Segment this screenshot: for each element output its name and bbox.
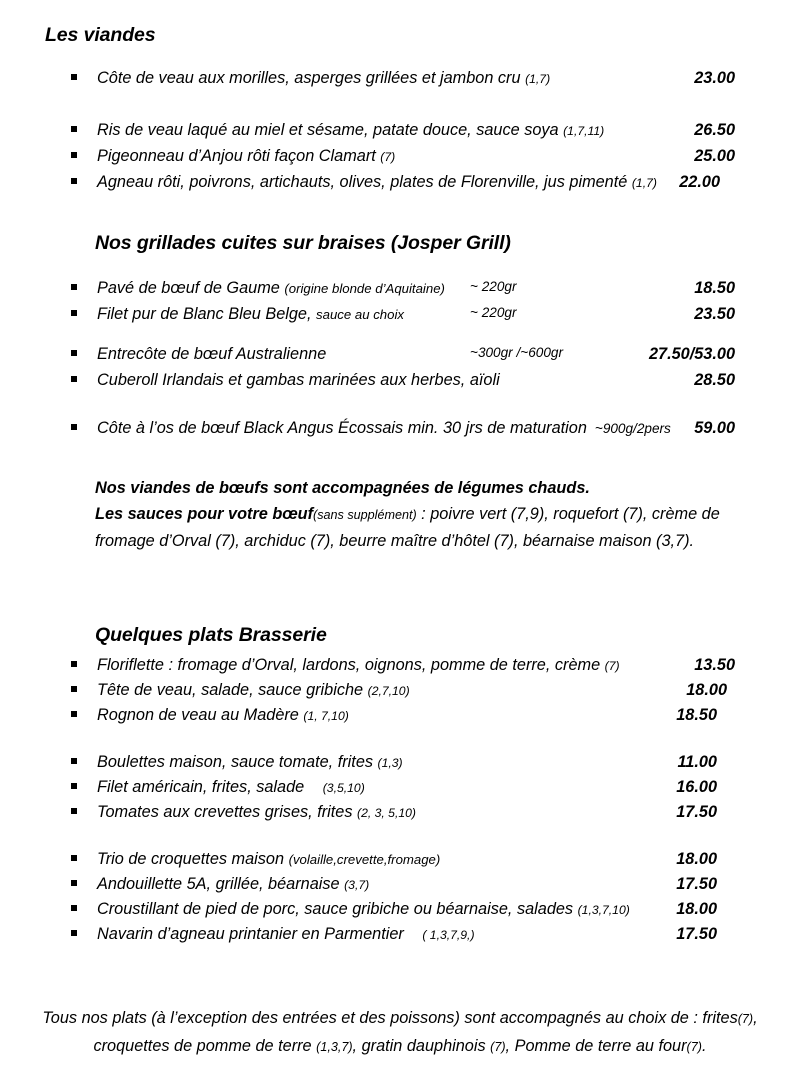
menu-item-price: 11.00 <box>677 753 717 772</box>
allergen-codes: (1,3) <box>377 756 403 771</box>
beef-note-sauces-label: Les sauces pour votre bœuf <box>95 505 314 524</box>
menu-item-label <box>97 419 587 438</box>
footer-line2-allergen-b: (7) <box>490 1040 506 1055</box>
menu-item-label <box>97 345 477 364</box>
menu-item-detail: (volaille,crevette,fromage) <box>288 852 441 868</box>
bullet-icon <box>71 659 97 670</box>
bullet-icon <box>71 756 97 767</box>
menu-item-price: 18.50 <box>676 706 717 725</box>
bullet-icon <box>71 124 97 135</box>
menu-item-label <box>97 371 694 390</box>
allergen-codes: (3,5,10) <box>322 781 365 796</box>
footer-line2-tail: . <box>701 1037 707 1056</box>
menu-item-label <box>97 279 477 298</box>
section-title-viandes: Les viandes <box>45 24 156 46</box>
menu-item-label <box>97 925 676 944</box>
menu-item-name: Côte à l’os de bœuf Black Angus Écossais min. 30 jrs de maturation <box>97 419 587 437</box>
bullet-icon <box>71 878 97 889</box>
bullet-icon <box>71 150 97 161</box>
menu-item-name: Ris de veau laqué au miel et sésame, patate douce, sauce soya <box>97 121 559 139</box>
menu-item-detail: (origine blonde d’Aquitaine) <box>284 281 445 296</box>
menu-item-label <box>97 900 676 919</box>
bullet-icon <box>71 422 97 433</box>
allergen-codes: (1,7) <box>631 176 657 190</box>
menu-item-name: Filet pur de Blanc Bleu Belge, <box>97 305 312 323</box>
bullet-icon <box>71 308 97 319</box>
menu-item-price: 13.50 <box>694 656 735 675</box>
menu-item-name: Croustillant de pied de porc, sauce gribiche ou béarnaise, salades <box>97 900 574 919</box>
menu-item-name: Floriflette : fromage d’Orval, lardons, oignons, pomme de terre, crème <box>97 656 601 675</box>
beef-note-line-2 <box>95 501 755 554</box>
menu-item-row <box>0 850 800 875</box>
menu-item-row <box>0 419 800 445</box>
menu-item-label <box>97 778 676 797</box>
footer-line2-text-b: , gratin dauphinois <box>352 1037 491 1056</box>
beef-note-line1-text: Nos viandes de bœufs sont accompagnées de légumes chauds. <box>95 479 590 497</box>
bullet-icon <box>71 684 97 695</box>
menu-item-name: Andouillette 5A, grillée, béarnaise <box>97 875 340 894</box>
menu-item-name: Entrecôte de bœuf Australienne <box>97 345 327 363</box>
menu-item-name: Cuberoll Irlandais et gambas marinées aux herbes, aïoli <box>97 371 500 389</box>
menu-item-label <box>97 753 677 772</box>
bullet-icon <box>71 348 97 359</box>
menu-item-name: Côte de veau aux morilles, asperges grillées et jambon cru <box>97 69 521 87</box>
menu-item-name: Pigeonneau d’Anjou rôti façon Clamart <box>97 147 376 165</box>
menu-item-price: 23.00 <box>694 69 735 87</box>
menu-item-row <box>0 279 800 305</box>
menu-item-name: Filet américain, frites, salade <box>97 778 305 797</box>
menu-item-price: 22.00 <box>679 173 720 191</box>
menu-item-row <box>0 371 800 397</box>
menu-item-name: Agneau rôti, poivrons, artichauts, olives, plates de Florenville, jus pimenté <box>97 173 628 191</box>
allergen-codes: (1,7) <box>525 72 551 86</box>
menu-item-row <box>0 681 800 706</box>
menu-item-price: 28.50 <box>694 371 735 389</box>
bullet-icon <box>71 903 97 914</box>
menu-item-row <box>0 69 800 99</box>
menu-item-row <box>0 706 800 731</box>
beef-note-supplement: (sans supplément) <box>313 508 417 523</box>
menu-item-name: Pavé de bœuf de Gaume <box>97 279 280 297</box>
allergen-codes: (1,3,7,10) <box>577 903 630 918</box>
menu-item-price: 18.00 <box>676 900 717 919</box>
menu-item-label <box>97 121 694 140</box>
menu-item-row <box>0 656 800 681</box>
menu-item-price: 17.50 <box>676 925 717 944</box>
beef-note-sauces-list: : poivre vert (7,9), roquefort (7), crème de fromage d’Orval (7), archiduc (7), beurre maître d’hôtel (7), béarnaise maison (3,7). <box>95 505 720 550</box>
footer-line2-text-c: , Pomme de terre au four <box>505 1037 687 1056</box>
menu-item-row <box>0 803 800 828</box>
bullet-icon <box>71 72 97 83</box>
allergen-codes: (7) <box>604 659 620 674</box>
menu-item-price: 17.50 <box>676 875 717 894</box>
menu-item-row <box>0 925 800 950</box>
bullet-icon <box>71 176 97 187</box>
menu-item-name: Tête de veau, salade, sauce gribiche <box>97 681 364 700</box>
menu-item-detail: sauce au choix <box>316 307 405 322</box>
footer-line1-allergen: (7) <box>737 1011 754 1026</box>
menu-item-row <box>0 900 800 925</box>
menu-item-row <box>0 173 800 199</box>
menu-item-label <box>97 173 679 192</box>
menu-item-price: 17.50 <box>676 803 717 822</box>
menu-item-weight: ~300gr /~600gr <box>470 345 563 360</box>
menu-item-row <box>0 345 800 371</box>
menu-item-name: Boulettes maison, sauce tomate, frites <box>97 753 374 772</box>
allergen-codes: (1, 7,10) <box>303 709 349 724</box>
footer-note <box>0 1004 800 1061</box>
allergen-codes: (3,7) <box>344 878 370 893</box>
menu-item-row <box>0 305 800 331</box>
menu-item-name: Trio de croquettes maison <box>97 850 285 869</box>
footer-line2-allergen-c: (7) <box>686 1040 702 1055</box>
footer-line1-tail: , <box>753 1008 758 1027</box>
allergen-codes: (2,7,10) <box>367 684 410 699</box>
menu-item-weight: ~900g/2pers <box>594 421 671 436</box>
menu-item-price: 18.00 <box>676 850 717 869</box>
menu-item-label <box>97 69 694 88</box>
menu-item-label <box>97 875 676 894</box>
section-title-grillades: Nos grillades cuites sur braises (Josper Grill) <box>95 232 511 254</box>
footer-line1-text: Tous nos plats (à l’exception des entrées et des poissons) sont accompagnés au choix de : frites <box>42 1008 738 1027</box>
menu-item-name: Rognon de veau au Madère <box>97 706 299 725</box>
bullet-icon <box>71 928 97 939</box>
bullet-icon <box>71 374 97 385</box>
menu-item-price: 27.50/53.00 <box>648 345 735 363</box>
allergen-codes: ( 1,3,7,9,) <box>422 928 475 943</box>
menu-item-label <box>97 656 694 675</box>
menu-item-price: 18.50 <box>694 279 735 297</box>
menu-item-price: 23.50 <box>694 305 735 323</box>
menu-item-row <box>0 875 800 900</box>
menu-item-row <box>0 121 800 147</box>
allergen-codes: (2, 3, 5,10) <box>357 806 416 821</box>
menu-item-price: 26.50 <box>694 121 735 139</box>
menu-item-weight: ~ 220gr <box>470 279 517 294</box>
menu-item-price: 18.00 <box>686 681 727 700</box>
footer-line2-allergen-a: (1,3,7) <box>316 1040 353 1055</box>
bullet-icon <box>71 709 97 720</box>
menu-item-label <box>97 850 676 869</box>
allergen-codes: (7) <box>380 150 396 164</box>
menu-item-name: Navarin d’agneau printanier en Parmentier <box>97 925 404 944</box>
menu-item-row <box>0 778 800 803</box>
beef-note-line-1 <box>95 475 755 501</box>
menu-item-label <box>97 681 686 700</box>
menu-item-weight: ~ 220gr <box>470 305 517 320</box>
menu-item-label <box>97 305 477 324</box>
bullet-icon <box>71 781 97 792</box>
section-title-brasserie: Quelques plats Brasserie <box>95 624 327 647</box>
menu-item-label <box>97 803 676 822</box>
footer-line2-text-a: croquettes de pomme de terre <box>93 1037 317 1056</box>
menu-item-label <box>97 706 676 725</box>
bullet-icon <box>71 806 97 817</box>
menu-item-price: 16.00 <box>676 778 717 797</box>
allergen-codes: (1,7,11) <box>563 124 605 138</box>
menu-item-label <box>97 147 694 166</box>
menu-item-row <box>0 147 800 173</box>
menu-item-name: Tomates aux crevettes grises, frites <box>97 803 353 822</box>
bullet-icon <box>71 282 97 293</box>
menu-item-price: 25.00 <box>694 147 735 165</box>
bullet-icon <box>71 853 97 864</box>
menu-item-row <box>0 753 800 778</box>
menu-item-price: 59.00 <box>694 419 735 437</box>
beef-accompaniment-note <box>95 475 755 554</box>
